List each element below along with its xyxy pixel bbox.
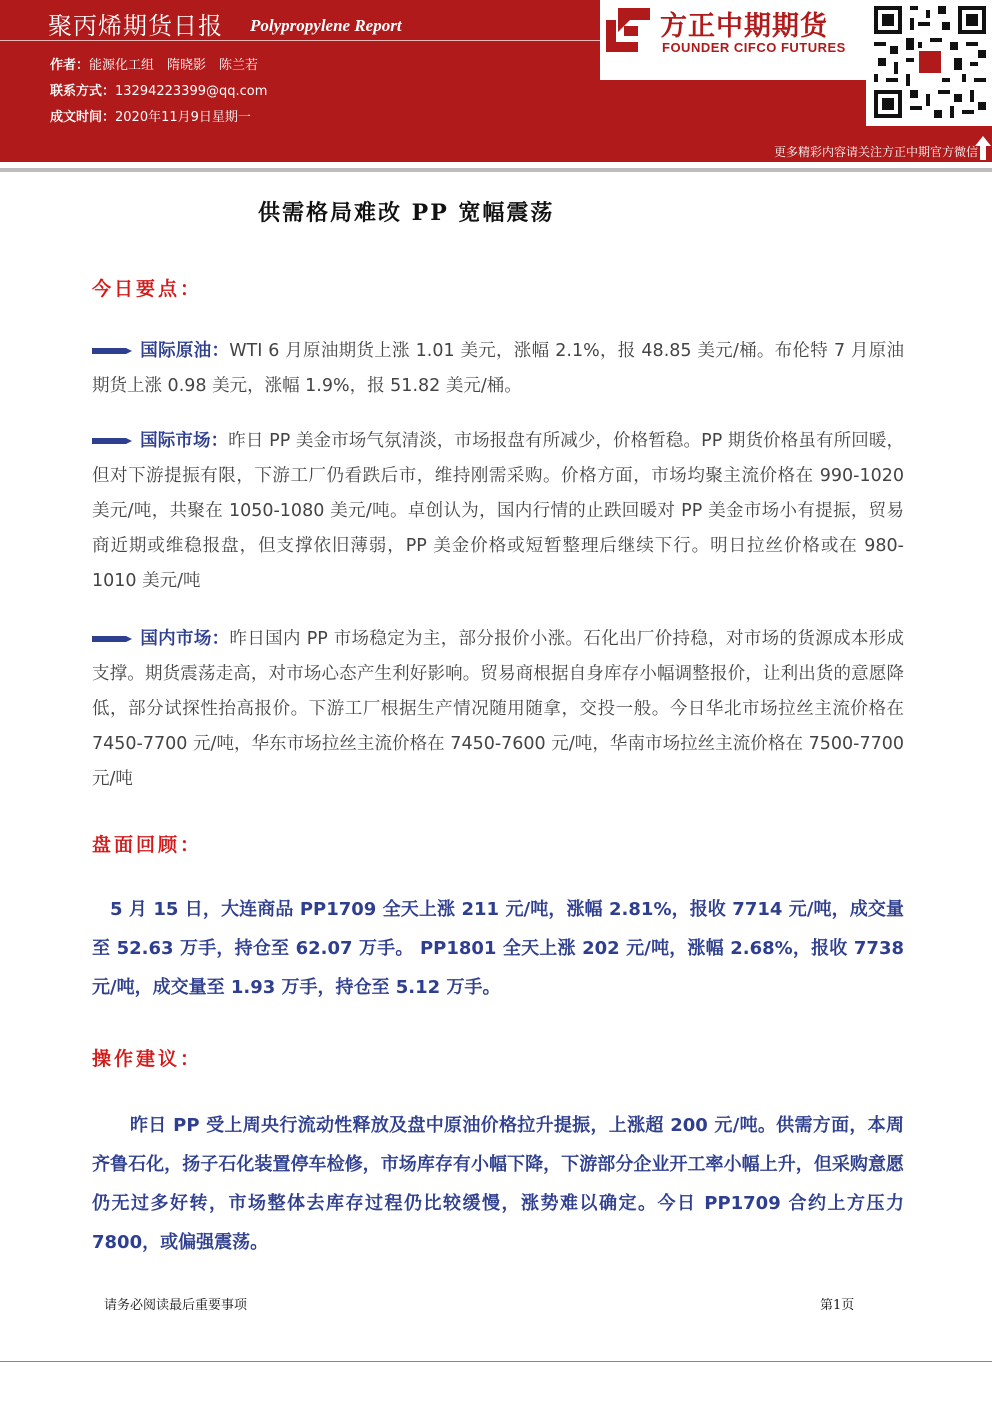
date-label: 成文时间： bbox=[50, 110, 116, 125]
contact-value: 13294223399@qq.com bbox=[115, 84, 268, 99]
domestic-market-text: 昨日国内 PP 市场稳定为主，部分报价小涨。石化出厂价持稳，对市场的货源成本形成支撑。期货震荡走高，对市场心态产生利好影响。贸易商根据自身库存小幅调整报价，让利出货的意愿降低，部分试探性抬高报价。下游工厂根据生产情况随用随拿，交投一般。今日华北市场拉丝主流价格在 7450-7700 元/吨，华东市场拉丝主流价格在 7450-7600 元/吨，华南市场拉丝主流价格在 7500-7700 元/吨 bbox=[92, 629, 905, 789]
intl-market-label: 国际市场： bbox=[140, 431, 229, 451]
contact-label: 联系方式： bbox=[50, 84, 116, 99]
date-line bbox=[50, 106, 251, 125]
bullet-arrow-icon bbox=[92, 435, 132, 447]
report-subtitle: Polypropylene Report bbox=[250, 16, 402, 35]
header-bottom-rule bbox=[0, 168, 992, 172]
bullet-arrow-icon bbox=[92, 345, 132, 357]
brand-name-en: FOUNDER CIFCO FUTURES bbox=[662, 40, 846, 55]
report-title: 聚丙烯期货日报 bbox=[48, 12, 223, 40]
author-line bbox=[50, 54, 258, 73]
domestic-market-label: 国内市场： bbox=[140, 629, 230, 649]
follow-wechat-text: 更多精彩内容请关注方正中期官方微信 bbox=[773, 145, 978, 159]
crude-oil-label: 国际原油： bbox=[140, 341, 230, 361]
disclaimer-note: 请务必阅读最后重要事项 bbox=[104, 1298, 248, 1313]
domestic-market-paragraph bbox=[92, 622, 904, 797]
up-arrow-icon bbox=[975, 136, 991, 160]
today-points-heading: 今日要点： bbox=[92, 278, 203, 300]
market-review-paragraph: 5 月 15 日，大连商品 PP1709 全天上涨 211 元/吨，涨幅 2.81%，报收 7714 元/吨，成交量至 52.63 万手，持仓至 62.07 万手。 PP1801 全天上涨 202 元/吨，涨幅 2.68%，报收 7738 元/吨，成交量至 1.93 万手，持仓至 5.12 万手。 bbox=[92, 899, 904, 998]
operation-advice-paragraph: 昨日 PP 受上周央行流动性释放及盘中原油价格拉升提振，上涨超 200 元/吨。供需方面，本周齐鲁石化，扬子石化装置停车检修，市场库存有小幅下降，下游部分企业开工率小幅上升，但采购意愿仍无过多好转，市场整体去库存过程仍比较缓慢，涨势难以确定。今日 PP1709 合约上方压力 7800，或偏强震荡。 bbox=[92, 1115, 904, 1253]
crude-oil-text: WTI 6 月原油期货上涨 1.01 美元，涨幅 2.1%，报 48.85 美元/桶。布伦特 7 月原油期货上涨 0.98 美元，涨幅 1.9%，报 51.82 美元/桶。 bbox=[92, 341, 905, 396]
author-value: 能源化工组 隋晓影 陈兰若 bbox=[89, 58, 259, 73]
author-label: 作者： bbox=[50, 58, 90, 73]
page-number: 第1页 bbox=[820, 1298, 855, 1313]
bullet-arrow-icon bbox=[92, 633, 132, 645]
market-review-heading: 盘面回顾： bbox=[92, 834, 203, 856]
page-title: 供需格局难改 PP 宽幅震荡 bbox=[258, 200, 555, 226]
crude-oil-paragraph bbox=[92, 334, 904, 404]
date-value: 2020年11月9日星期一 bbox=[115, 110, 251, 125]
founder-logo-icon bbox=[604, 6, 652, 54]
intl-market-text: 昨日 PP 美金市场气氛清淡，市场报盘有所减少，价格暂稳。PP 期货价格虽有所回暖，但对下游提振有限，下游工厂仍看跌后市，维持刚需采购。价格方面，市场均聚主流价格在 990-1020 美元/吨，共聚在 1050-1080 美元/吨。卓创认为，国内行情的止跌回暖对 PP 美金市场小有提振，贸易商近期或维稳报盘，但支撑依旧薄弱，PP 美金价格或短暂整理后继续下行。明日拉丝价格或在 980-1010 美元/吨 bbox=[92, 431, 904, 591]
brand-name-cn: 方正中期期货 bbox=[660, 11, 828, 42]
footer-rule bbox=[0, 1361, 992, 1362]
operation-advice-heading: 操作建议： bbox=[92, 1048, 203, 1070]
contact-line bbox=[50, 80, 267, 99]
intl-market-paragraph bbox=[92, 424, 904, 599]
qr-code-icon bbox=[874, 6, 986, 118]
